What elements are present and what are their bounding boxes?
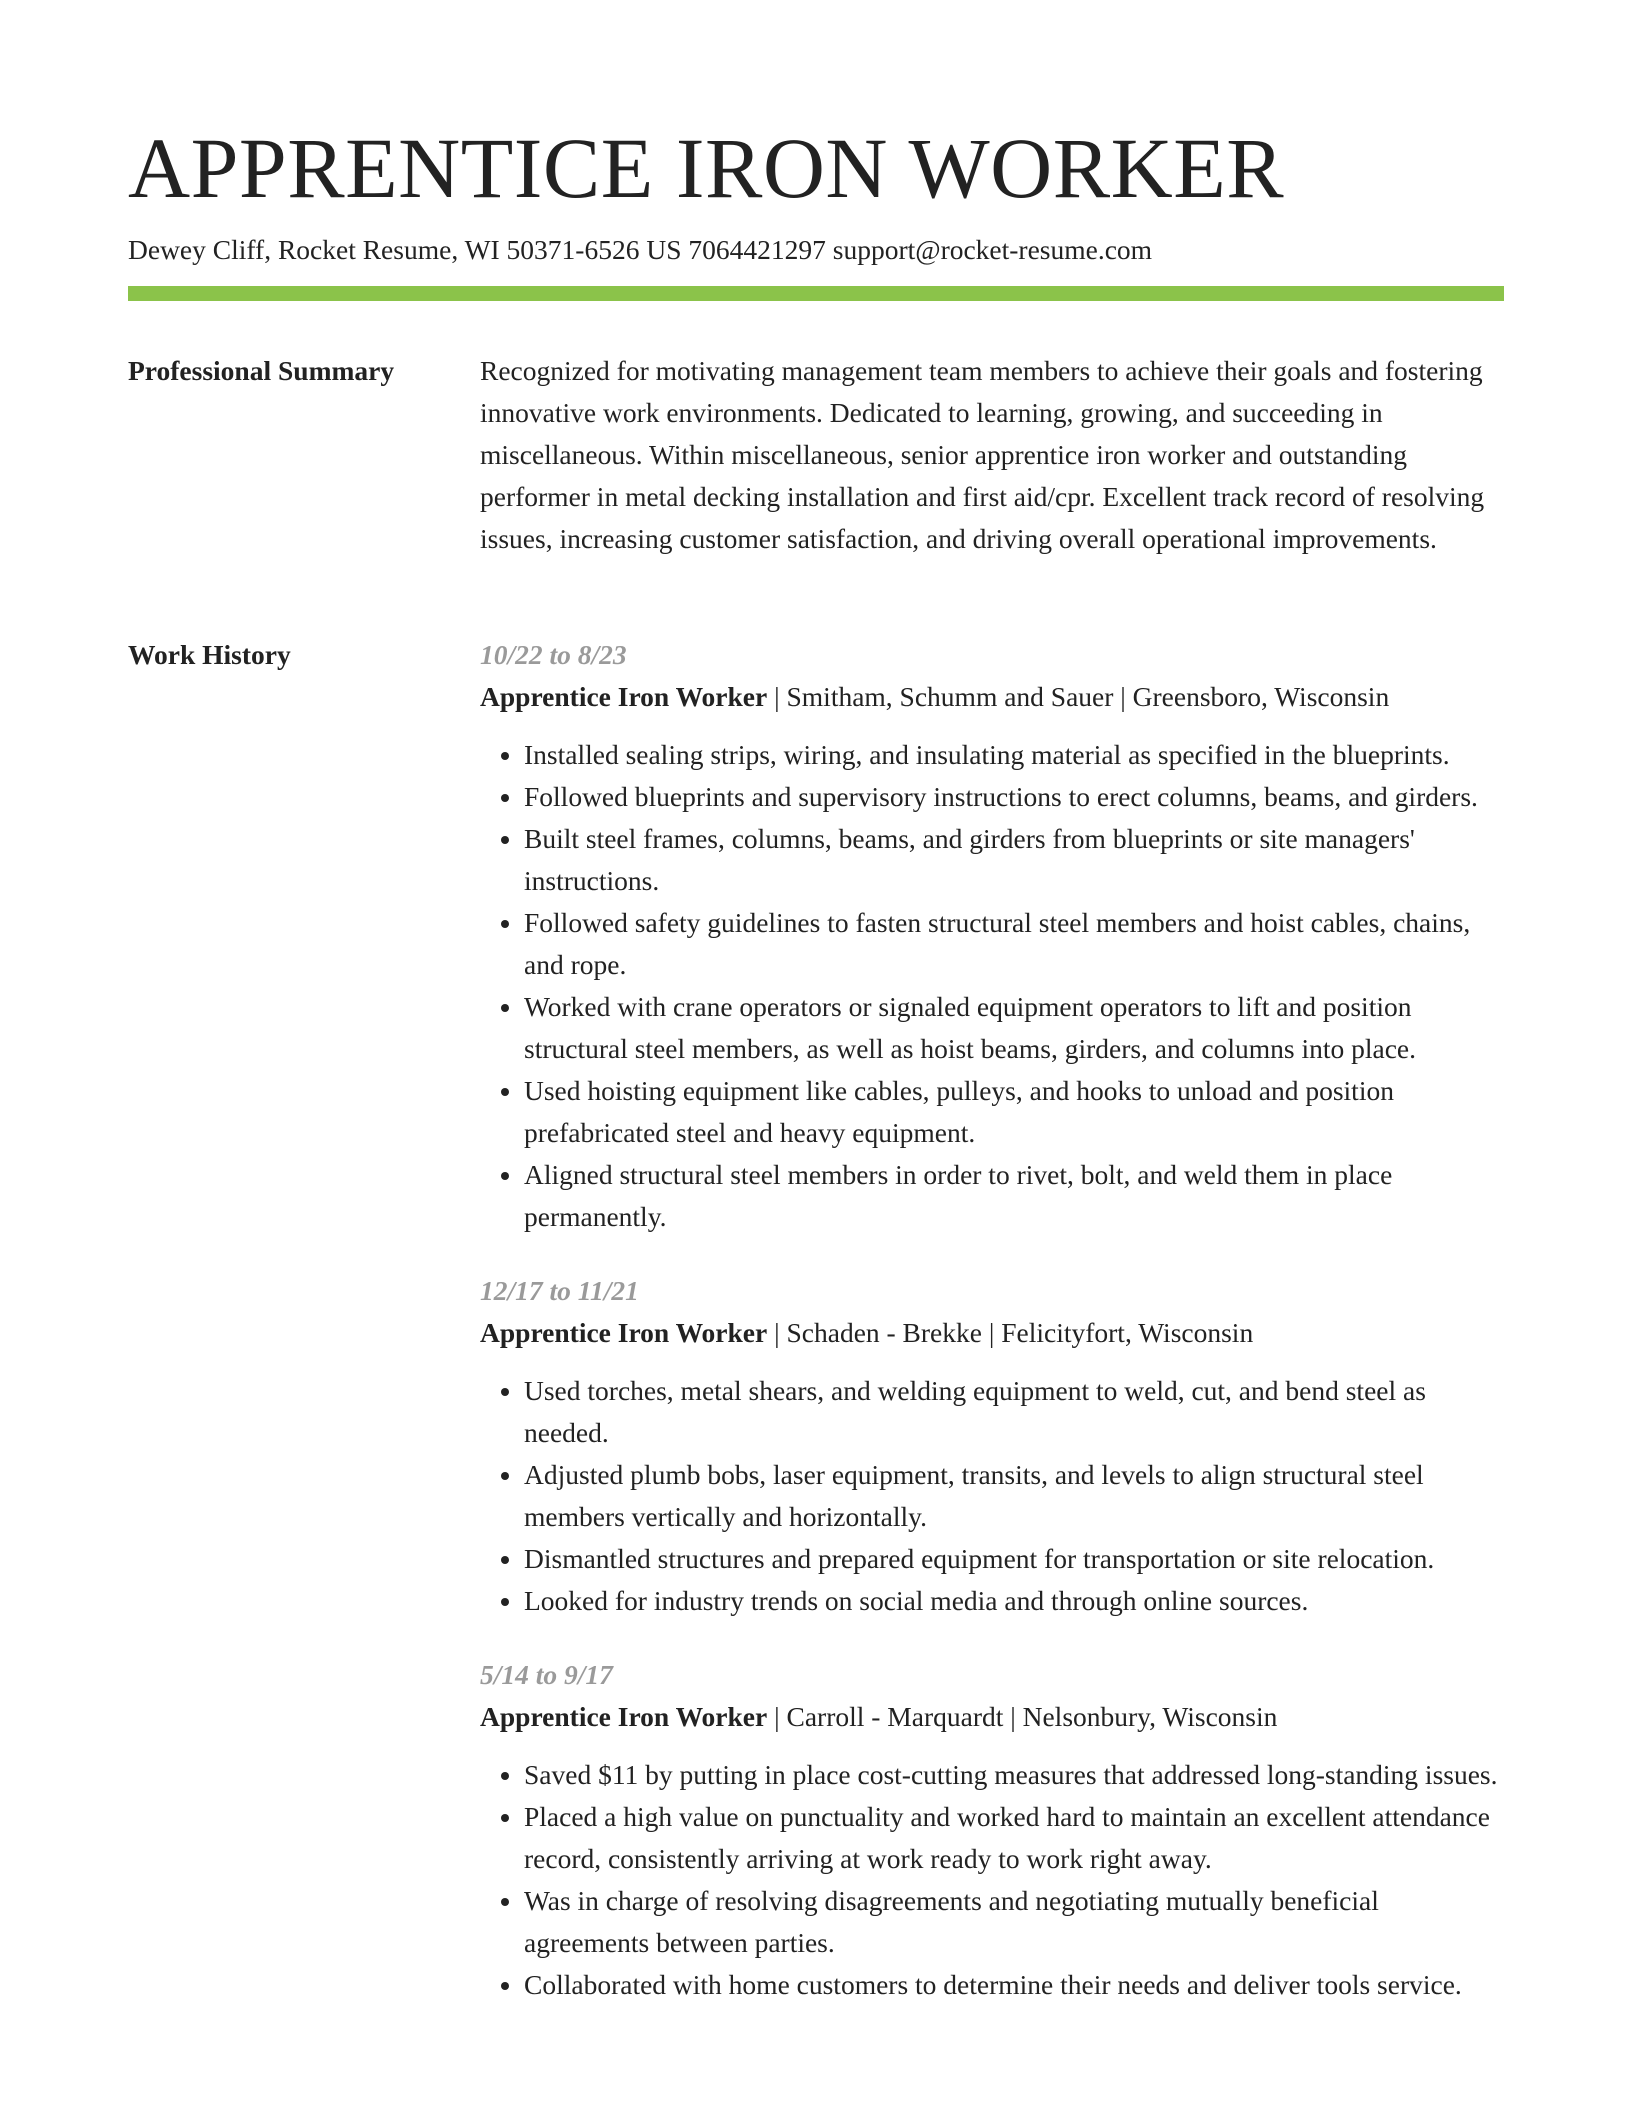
contact-line: Dewey Cliff, Rocket Resume, WI 50371-6526 US 7064421297 support@rocket-resume.com bbox=[128, 234, 1153, 265]
resume-title: APPRENTICE IRON WORKER bbox=[128, 120, 1285, 216]
job-duty-item: • Placed a high value on punctuality and worked hard to maintain an excellent attendance record, consistently arriving at work ready to work right away. bbox=[524, 1796, 1510, 1880]
job-heading bbox=[480, 1696, 1510, 1738]
job-duty-item: • Built steel frames, columns, beams, and girders from blueprints or site managers' instructions. bbox=[524, 818, 1510, 902]
professional-summary-body bbox=[480, 350, 1510, 560]
job-duties-list bbox=[480, 1370, 1510, 1622]
job-duty-item: • Adjusted plumb bobs, laser equipment, transits, and levels to align structural steel members vertically and horizontally. bbox=[524, 1454, 1510, 1538]
job-duty-item: • Installed sealing strips, wiring, and insulating material as specified in the blueprints. bbox=[524, 734, 1510, 776]
job-company-location: | Carroll - Marquardt | Nelsonbury, Wisconsin bbox=[767, 1701, 1278, 1732]
job-duty-item: • Worked with crane operators or signaled equipment operators to lift and position structural steel members, as well as hoist beams, girders, and columns into place. bbox=[524, 986, 1510, 1070]
job-entry bbox=[480, 1654, 1510, 2006]
job-duty-item: • Looked for industry trends on social media and through online sources. bbox=[524, 1580, 1510, 1622]
work-history-label: Work History bbox=[128, 639, 291, 670]
job-duty-item: • Followed blueprints and supervisory instructions to erect columns, beams, and girders. bbox=[524, 776, 1510, 818]
job-duty-item: • Used hoisting equipment like cables, pulleys, and hooks to unload and position prefabricated steel and heavy equipment. bbox=[524, 1070, 1510, 1154]
job-title: Apprentice Iron Worker bbox=[480, 1317, 768, 1348]
work-history-jobs bbox=[480, 634, 1510, 2038]
job-duties-list bbox=[480, 734, 1510, 1238]
job-dates: 10/22 to 8/23 bbox=[480, 639, 627, 670]
job-entry bbox=[480, 1270, 1510, 1622]
job-duty-item: • Saved $11 by putting in place cost-cutting measures that addressed long-standing issues. bbox=[524, 1754, 1510, 1796]
job-duty-item: • Used torches, metal shears, and welding equipment to weld, cut, and bend steel as needed. bbox=[524, 1370, 1510, 1454]
accent-divider bbox=[128, 286, 1504, 301]
job-duty-item: • Collaborated with home customers to determine their needs and deliver tools service. bbox=[524, 1964, 1510, 2006]
job-duty-item: • Dismantled structures and prepared equipment for transportation or site relocation. bbox=[524, 1538, 1510, 1580]
job-entry bbox=[480, 634, 1510, 1238]
job-company-location: | Schaden - Brekke | Felicityfort, Wisconsin bbox=[767, 1317, 1254, 1348]
job-company-location: | Smitham, Schumm and Sauer | Greensboro, Wisconsin bbox=[767, 681, 1390, 712]
job-title: Apprentice Iron Worker bbox=[480, 681, 768, 712]
job-title: Apprentice Iron Worker bbox=[480, 1701, 768, 1732]
job-heading bbox=[480, 1312, 1510, 1354]
professional-summary-text: Recognized for motivating management team members to achieve their goals and fostering innovative work environments. Dedicated to learning, growing, and succeeding in miscellaneous. Within miscellaneous, senior apprentice iron worker and outstanding performer in metal decking installation and first aid/cpr. Excellent track record of resolving issues, increasing customer satisfaction, and driving overall operational improvements. bbox=[480, 355, 1485, 554]
job-duty-item: • Followed safety guidelines to fasten structural steel members and hoist cables, chains, and rope. bbox=[524, 902, 1510, 986]
professional-summary-label: Professional Summary bbox=[128, 355, 395, 386]
job-dates: 5/14 to 9/17 bbox=[480, 1659, 613, 1690]
job-duties-list bbox=[480, 1754, 1510, 2006]
job-duty-item: • Aligned structural steel members in order to rivet, bolt, and weld them in place permanently. bbox=[524, 1154, 1510, 1238]
job-dates: 12/17 to 11/21 bbox=[480, 1275, 639, 1306]
job-duty-item: • Was in charge of resolving disagreements and negotiating mutually beneficial agreements between parties. bbox=[524, 1880, 1510, 1964]
job-heading bbox=[480, 676, 1510, 718]
